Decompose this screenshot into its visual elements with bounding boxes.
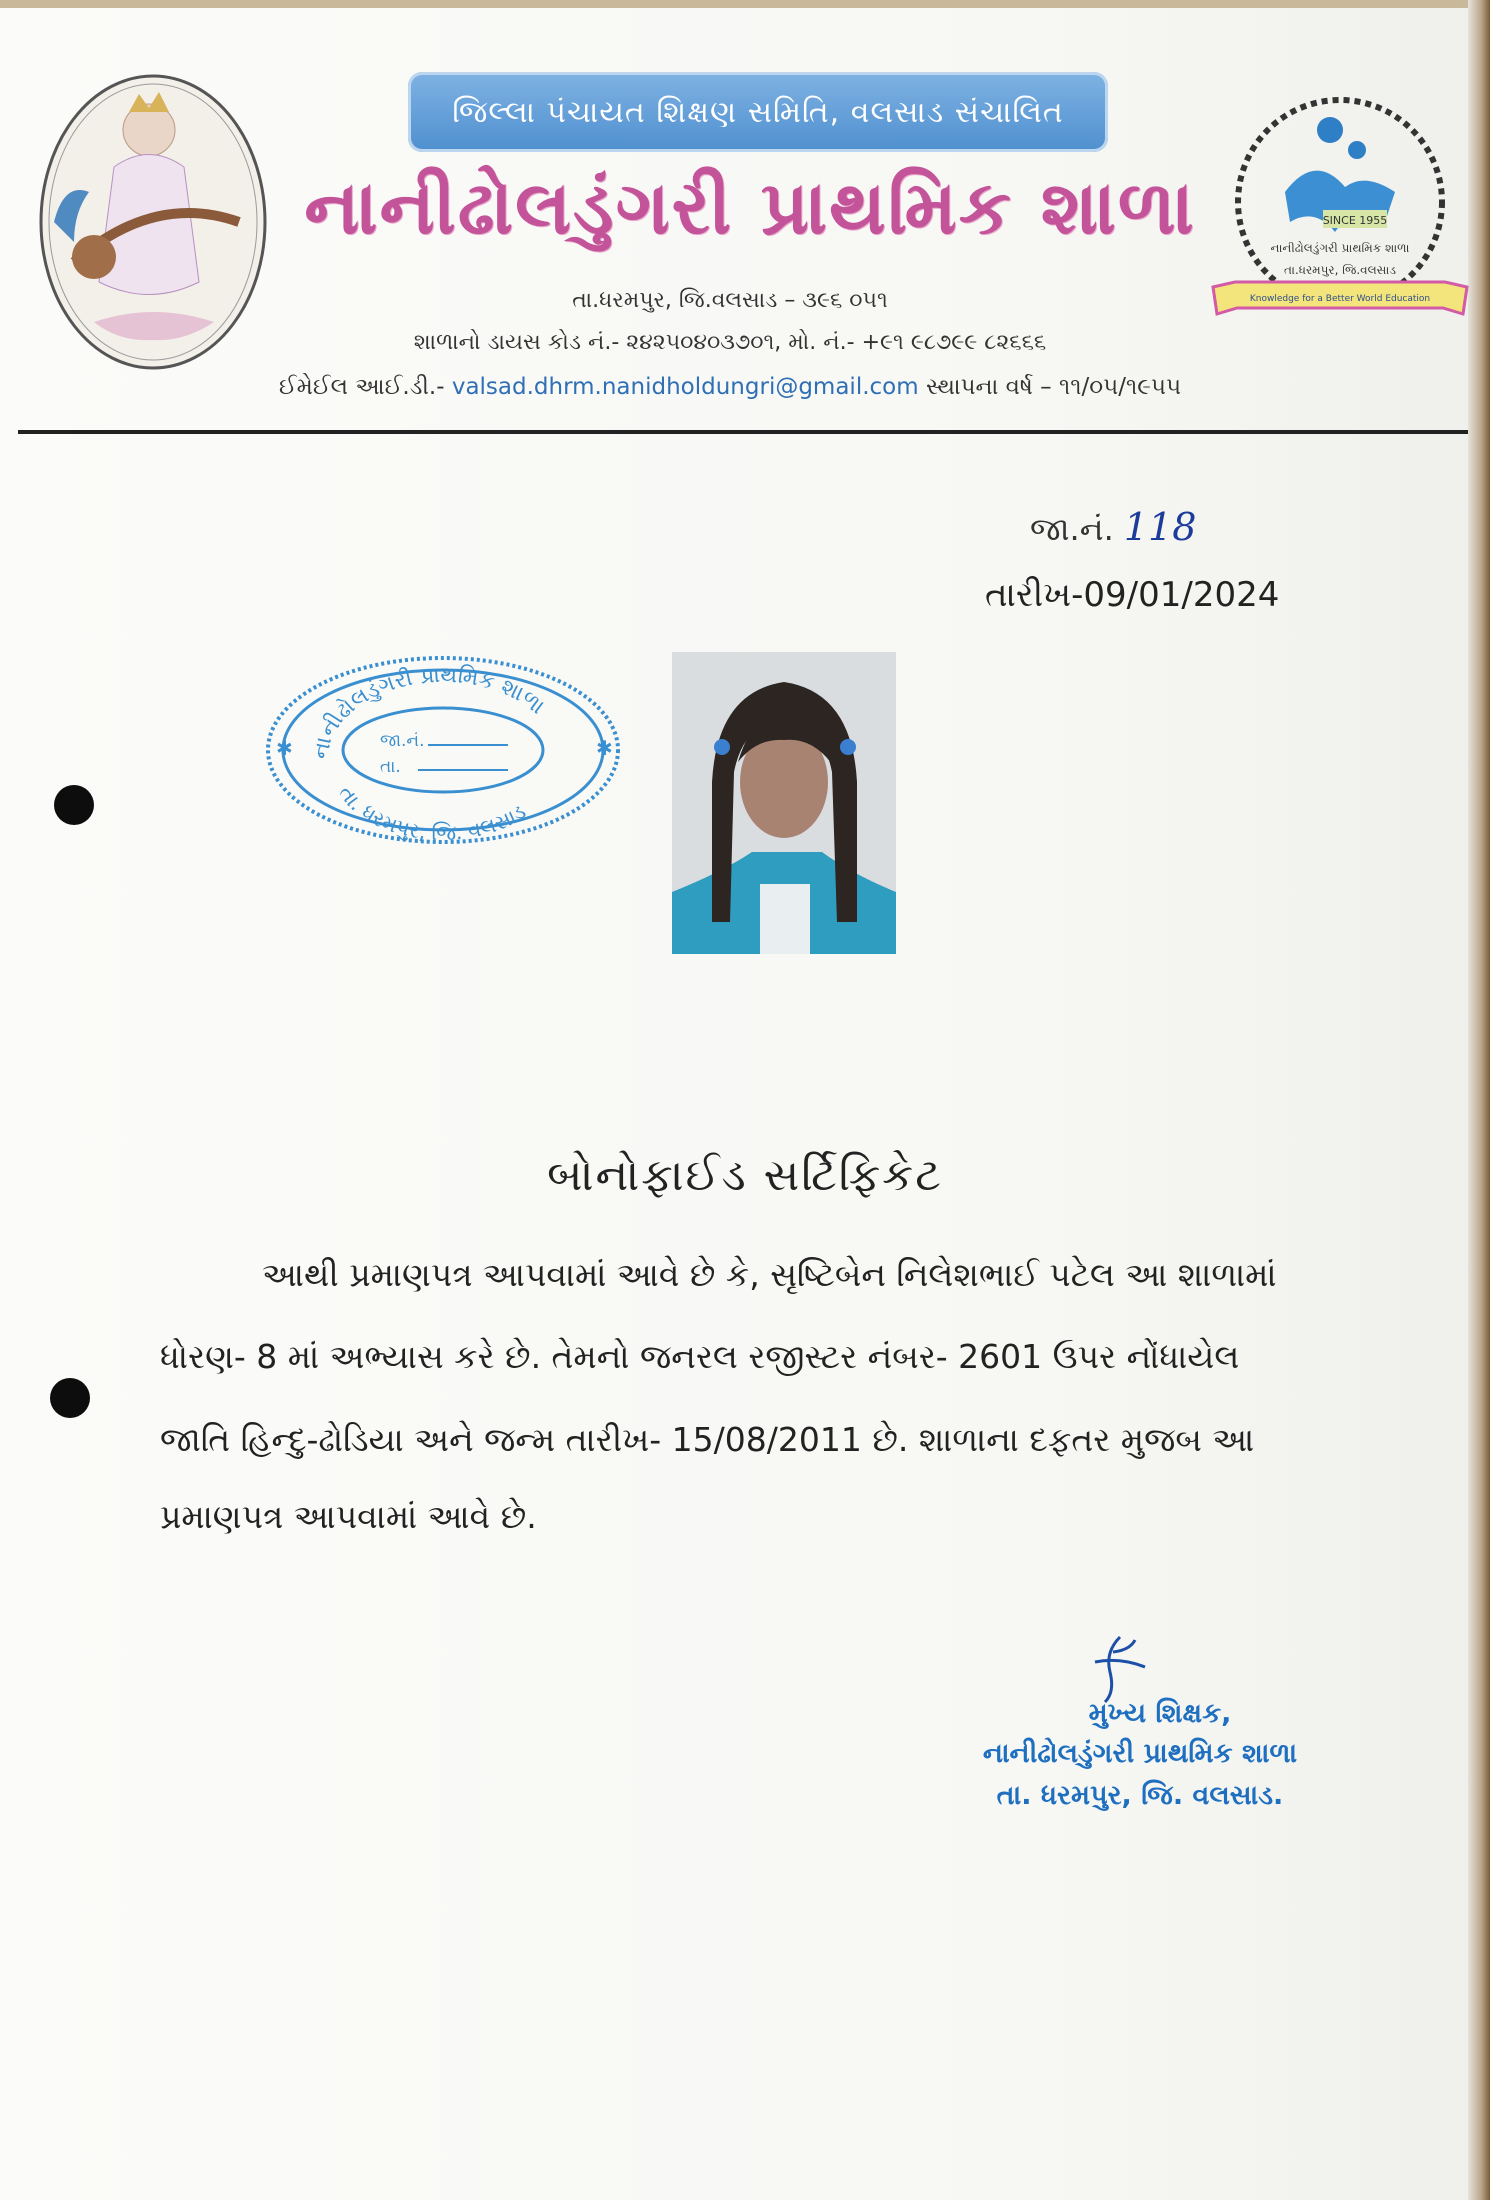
email-label: ઈમેઈલ આઈ.ડી.- [278,374,445,400]
stamp-field-number: જા.નં. [380,731,425,751]
emblem-ribbon-text: Knowledge for a Better World Education [1249,294,1431,304]
school-rubber-stamp [258,650,628,850]
school-emblem-logo [1205,82,1475,352]
emblem-line2: તા.ધરમપુર, જિ.વલસાડ [1284,263,1396,277]
issue-date-value: 09/01/2024 [1083,575,1280,615]
stamp-bottom-text: તા. ધરમપુર, જિ. વલસાડ [333,781,531,846]
dise-and-phone: શાળાનો ડાયસ કોડ નં.- ૨૪૨૫૦૪૦૩૭૦૧, મો. નં.- +૯૧ ૯૮૭૯૯ ૮૨૬૬૬ [413,330,1047,355]
reference-number-label: જા.નં. [1030,510,1114,548]
signature-place: તા. ધરમપુર, જિ. વલસાડ. [996,1780,1284,1811]
stamp-field-date: તા. [380,757,401,777]
reference-number [1030,505,1196,549]
established-year: સ્થાપના વર્ષ – ૧૧/૦૫/૧૯૫૫ [925,374,1182,400]
certificate-line-4: પ્રમાણપત્ર આપવામાં આવે છે. [160,1497,537,1536]
reference-number-value: 118 [1123,505,1197,549]
svg-text:✱: ✱ [596,736,613,760]
saraswati-logo [34,72,272,372]
stamp-top-text: નાનીઢોલડુંગરી પ્રાથમિક શાળા [308,662,550,762]
signature-school-name: નાનીઢોલડુંગરી પ્રાથમિક શાળા [982,1738,1298,1769]
svg-text:✱: ✱ [276,736,293,760]
punch-hole-top [54,785,94,825]
issue-date-label: તારીખ- [985,575,1084,615]
certificate-line-2: ધોરણ- 8 માં અભ્યાસ કરે છે. તેમનો જનરલ રજીસ્ટર નંબર- 2601 ઉપર નોંધાયેલ [160,1337,1240,1376]
email-address: valsad.dhrm.nanidholdungri@gmail.com [451,374,919,400]
email-line [200,374,1260,400]
certificate-title: બોનોફાઈડ સર્ટિફિકેટ [547,1150,943,1201]
header-divider [18,430,1468,434]
student-photo [672,652,896,954]
headmaster-title: મુખ્ય શિક્ષક, [1088,1698,1232,1729]
since-year-text: SINCE 1955 [1322,214,1388,227]
certificate-line-3: જાતિ હિન્દુ-ઢોડિયા અને જન્મ તારીખ- 15/08/2011 છે. શાળાના દફતર મુજબ આ [160,1420,1255,1459]
page-top-edge [0,0,1490,8]
handwritten-signature [1075,1632,1155,1707]
school-address: તા.ધરમપુર, જિ.વલસાડ – ૩૯૬ ૦૫૧ [572,288,888,313]
school-name: નાનીઢોલડુંગરી પ્રાથમિક શાળા [304,165,1196,251]
punch-hole-bottom [50,1378,90,1418]
header-banner: જિલ્લા પંચાયત શિક્ષણ સમિતિ, વલસાડ સંચાલિત [408,72,1108,152]
emblem-line1: નાનીઢોલડુંગરી પ્રાથમિક શાળા [1270,241,1410,255]
certificate-line-1: આથી પ્રમાણપત્ર આપવામાં આવે છે કે, સૃષ્ટિબેન નિલેશભાઈ પટેલ આ શાળામાં [262,1255,1277,1294]
issue-date [985,575,1279,615]
